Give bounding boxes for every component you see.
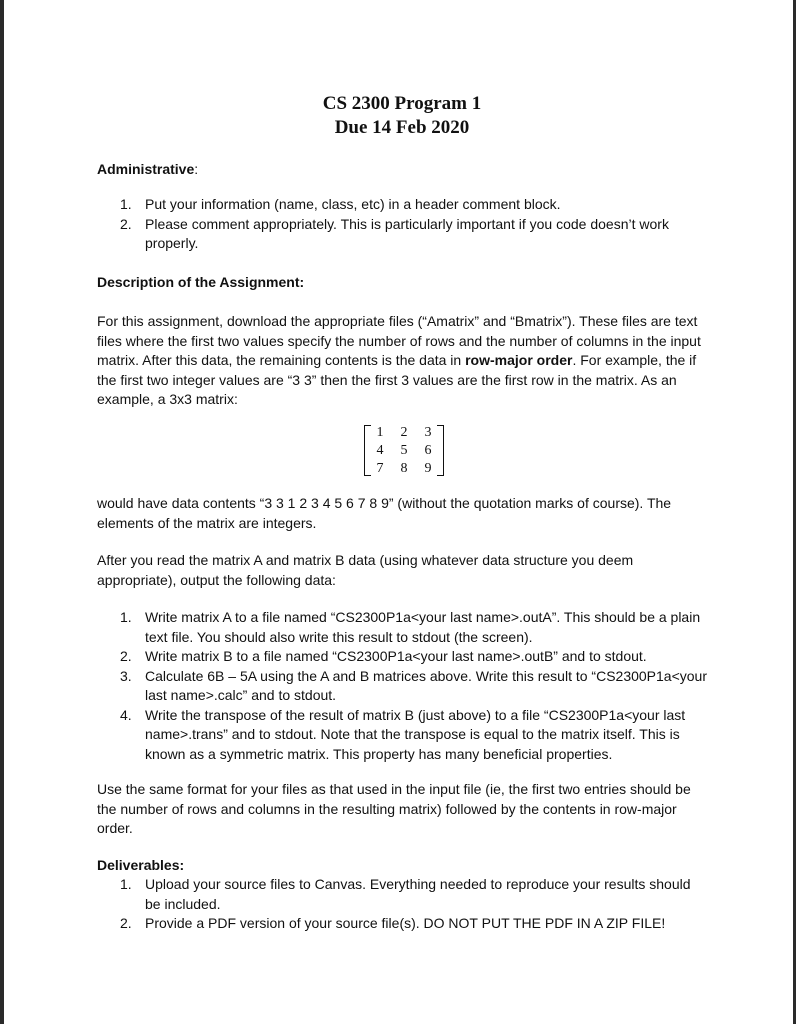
list-number: 2. <box>120 215 132 232</box>
list-item-text: Write the transpose of the result of matrix B (just above) to a file “CS2300P1a<your last name>.trans” and to stdout. Note that the transpose is equal to the matrix itself. This is known as a symmetric matrix. This property has many beneficial properties. <box>145 706 686 762</box>
paragraph-text <box>97 312 709 410</box>
administrative-heading <box>97 160 709 180</box>
list-item-text: Calculate 6B – 5A using the A and B matrices above. Write this result to “CS2300P1a<your last name>.calc” and to stdout. <box>145 667 708 703</box>
list-item-text: Provide a PDF version of your source file(s). DO NOT PUT THE PDF IN A ZIP FILE! <box>145 915 666 931</box>
matrix-cell: 4 <box>376 443 384 458</box>
list-item <box>97 215 709 254</box>
matrix-cell: 7 <box>376 461 384 476</box>
title-line-2: Due 14 Feb 2020 <box>334 117 470 138</box>
list-number: 1. <box>120 609 132 625</box>
matrix-cell: 2 <box>400 425 408 440</box>
list-item-text: Put your information (name, class, etc) in a header comment block. <box>145 196 561 212</box>
right-bracket <box>437 425 444 476</box>
matrix-cell: 1 <box>376 425 384 440</box>
list-item-text: Write matrix B to a file named “CS2300P1a<your last name>.outB” and to stdout. <box>145 648 647 664</box>
list-number: 4. <box>120 706 132 723</box>
list-item <box>97 706 709 765</box>
list-item <box>97 647 709 667</box>
left-page-edge <box>0 0 4 1024</box>
description-heading: Description of the Assignment: <box>97 274 305 290</box>
deliverables-list-wrap <box>97 875 709 934</box>
description-paragraph-2 <box>97 494 709 533</box>
description-heading-wrap <box>97 273 709 293</box>
deliverables-heading: Deliverables: <box>97 857 185 873</box>
list-number: 3. <box>120 667 132 684</box>
example-matrix <box>364 422 444 477</box>
deliverables-heading-wrap <box>97 856 709 876</box>
paragraph-text: Use the same format for your files as that used in the input file (ie, the first two entries should be the number of rows and columns in the resulting matrix) followed by the contents in row-major order. <box>97 781 691 836</box>
administrative-heading-colon: : <box>194 161 199 177</box>
matrix-row <box>372 459 436 476</box>
row-major-order-emphasis: row-major order <box>465 352 573 368</box>
list-item <box>97 195 709 215</box>
output-list-wrap <box>97 608 709 764</box>
list-number: 1. <box>120 876 132 892</box>
matrix-cell: 3 <box>424 425 432 440</box>
list-item-text: Write matrix A to a file named “CS2300P1a<your last name>.outA”. This should be a plain text file. You should also write this result to stdout (the screen). <box>145 609 701 645</box>
document-title <box>97 92 707 140</box>
matrix-cell: 6 <box>424 443 432 458</box>
output-list <box>97 608 709 764</box>
list-number: 1. <box>120 196 132 212</box>
matrix-row <box>372 441 436 458</box>
list-item <box>97 608 709 647</box>
description-paragraph-4 <box>97 780 709 839</box>
administrative-list-wrap <box>97 195 709 254</box>
deliverables-list <box>97 875 709 934</box>
left-bracket <box>364 425 371 476</box>
list-item-text: Please comment appropriately. This is particularly important if you code doesn’t work properly. <box>145 215 669 251</box>
description-paragraph-1 <box>97 312 709 410</box>
list-item-text: Upload your source files to Canvas. Everything needed to reproduce your results should be included. <box>145 876 691 912</box>
administrative-heading-text: Administrative <box>97 161 195 177</box>
list-item <box>97 914 709 934</box>
matrix-cell: 9 <box>424 461 432 476</box>
para1-text-after: . For example, the if the first two integer values are “3 3” then the first 3 values are the first row in the matrix. As an example, a 3x3 matrix: <box>97 352 697 407</box>
administrative-list <box>97 195 709 254</box>
paragraph-text: After you read the matrix A and matrix B data (using whatever data structure you deem appropriate), output the following data: <box>97 552 634 588</box>
list-number: 2. <box>120 648 132 664</box>
description-paragraph-3 <box>97 551 709 590</box>
para1-text-before: For this assignment, download the appropriate files (“Amatrix” and “Bmatrix”). These files are text files where the first two values specify the number of rows and the number of columns in the input matrix. After this data, the remaining contents is the data in <box>97 313 701 368</box>
title-line-1: CS 2300 Program 1 <box>322 93 482 114</box>
administrative-section <box>97 160 709 180</box>
matrix-cell: 8 <box>400 461 408 476</box>
list-item <box>97 667 709 706</box>
list-number: 2. <box>120 915 132 931</box>
paragraph-text: would have data contents “3 3 1 2 3 4 5 6 7 8 9” (without the quotation marks of course). The elements of the matrix are integers. <box>97 495 672 531</box>
matrix-row <box>372 423 436 440</box>
matrix-cell: 5 <box>400 443 408 458</box>
list-item <box>97 875 709 914</box>
